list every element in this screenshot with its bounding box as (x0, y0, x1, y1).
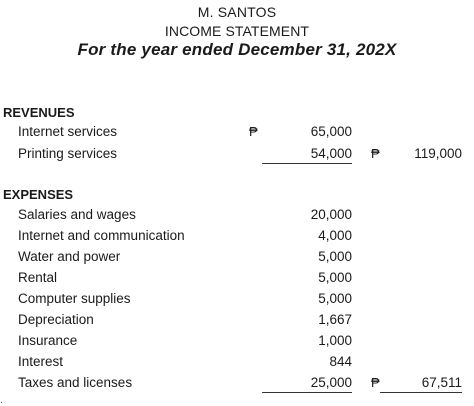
statement-period: For the year ended December 31, 202X (77, 40, 397, 59)
expense-item-label: Internet and communication (18, 228, 185, 243)
revenue-item-amount: 54,000 (262, 146, 352, 164)
revenues-heading: REVENUES (3, 105, 75, 120)
revenue-item-amount: 65,000 (310, 124, 352, 139)
expense-item-label: Insurance (18, 333, 78, 348)
expense-item-label: Depreciation (18, 312, 94, 327)
expense-item-label: Interest (18, 354, 64, 369)
expense-item-amount: 5,000 (318, 270, 352, 285)
peso-sign: ₱ (371, 375, 380, 390)
revenue-item-label: Printing services (18, 146, 118, 161)
expense-item-amount: 25,000 (262, 375, 352, 393)
company-name: M. SANTOS (197, 4, 277, 20)
expense-item-amount: 5,000 (318, 249, 352, 264)
expense-item-label: Salaries and wages (18, 207, 136, 222)
expense-item-label: Taxes and licenses (18, 375, 133, 390)
expenses-heading: EXPENSES (3, 187, 74, 202)
stray-mark: . (0, 395, 3, 406)
total-expenses-amount: 67,511 (380, 375, 462, 393)
total-revenues-amount: 119,000 (414, 146, 462, 161)
expense-item-label: Rental (18, 270, 58, 285)
peso-sign: ₱ (371, 146, 380, 161)
revenue-item-label: Internet services (18, 124, 118, 139)
expense-item-amount: 20,000 (310, 207, 352, 222)
peso-sign: ₱ (249, 124, 258, 139)
expense-item-amount: 4,000 (318, 228, 352, 243)
expense-item-amount: 844 (329, 354, 352, 369)
expense-item-label: Water and power (18, 249, 121, 264)
statement-title: INCOME STATEMENT (164, 23, 310, 39)
expense-item-amount: 1,000 (318, 333, 352, 348)
expense-item-amount: 5,000 (318, 291, 352, 306)
expense-item-amount: 1,667 (318, 312, 352, 327)
expense-item-label: Computer supplies (18, 291, 131, 306)
